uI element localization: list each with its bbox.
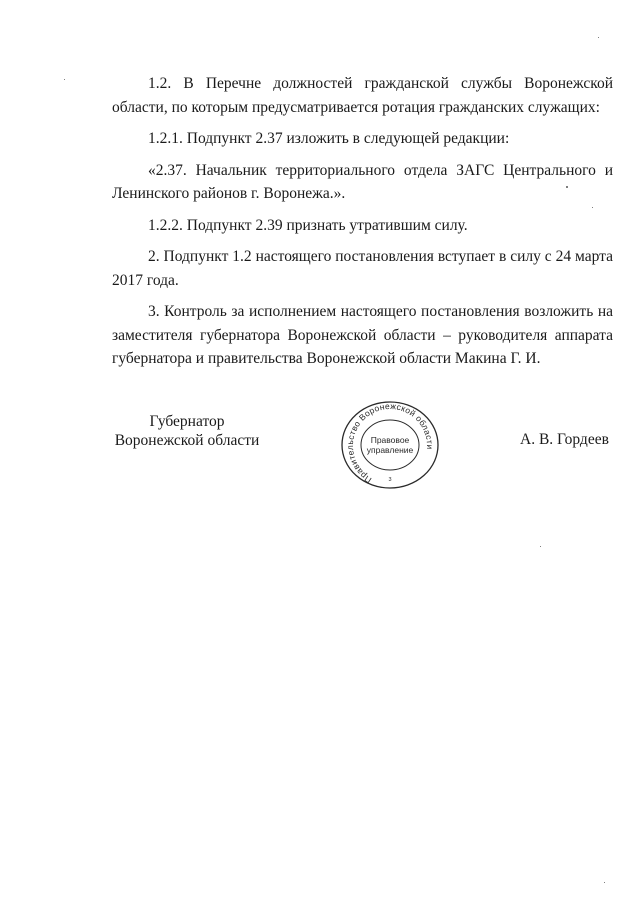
scan-speck [592, 207, 593, 208]
signatory-position-line-2: Воронежской области [114, 432, 260, 449]
scan-speck [598, 37, 599, 38]
paragraph-2: 2. Подпункт 1.2 настоящего постановления вступает в силу с 24 марта 2017 года. [112, 248, 613, 289]
stamp-ring-text: Правительство Воронежской области [344, 400, 436, 486]
stamp-number: 3 [388, 477, 392, 483]
document-body [112, 72, 613, 379]
paragraph-1-2-2: 1.2.2. Подпункт 2.39 признать утратившим силу. [148, 216, 468, 234]
scan-speck [566, 186, 568, 188]
paragraph-3: 3. Контроль за исполнением настоящего постановления возложить на заместителя губернатора Воронежской области – руководителя аппарата губернатора и правительства Воронежской области Макина Г. И. [112, 303, 613, 367]
scan-speck [604, 882, 605, 883]
stamp-center-line-1: Правовое [370, 435, 410, 445]
paragraph-quote-2-37: «2.37. Начальник территориального отдела ЗАГС Центрального и Ленинского районов г. Воронежа.». [112, 161, 613, 202]
scan-speck [64, 79, 65, 80]
scan-speck [540, 546, 541, 547]
stamp-center-line-2: управление [366, 445, 414, 455]
signatory-position [112, 412, 262, 450]
paragraph-1-2-1: 1.2.1. Подпункт 2.37 изложить в следующей редакции: [148, 130, 510, 147]
paragraph-1-2: 1.2. В Перечне должностей гражданской службы Воронежской области, по которым предусматривается ротация гражданских служащих: [112, 75, 613, 116]
official-stamp [338, 400, 442, 490]
signatory-position-line-1: Губернатор [149, 413, 225, 430]
signatory-name: А. В. Гордеев [520, 431, 609, 448]
